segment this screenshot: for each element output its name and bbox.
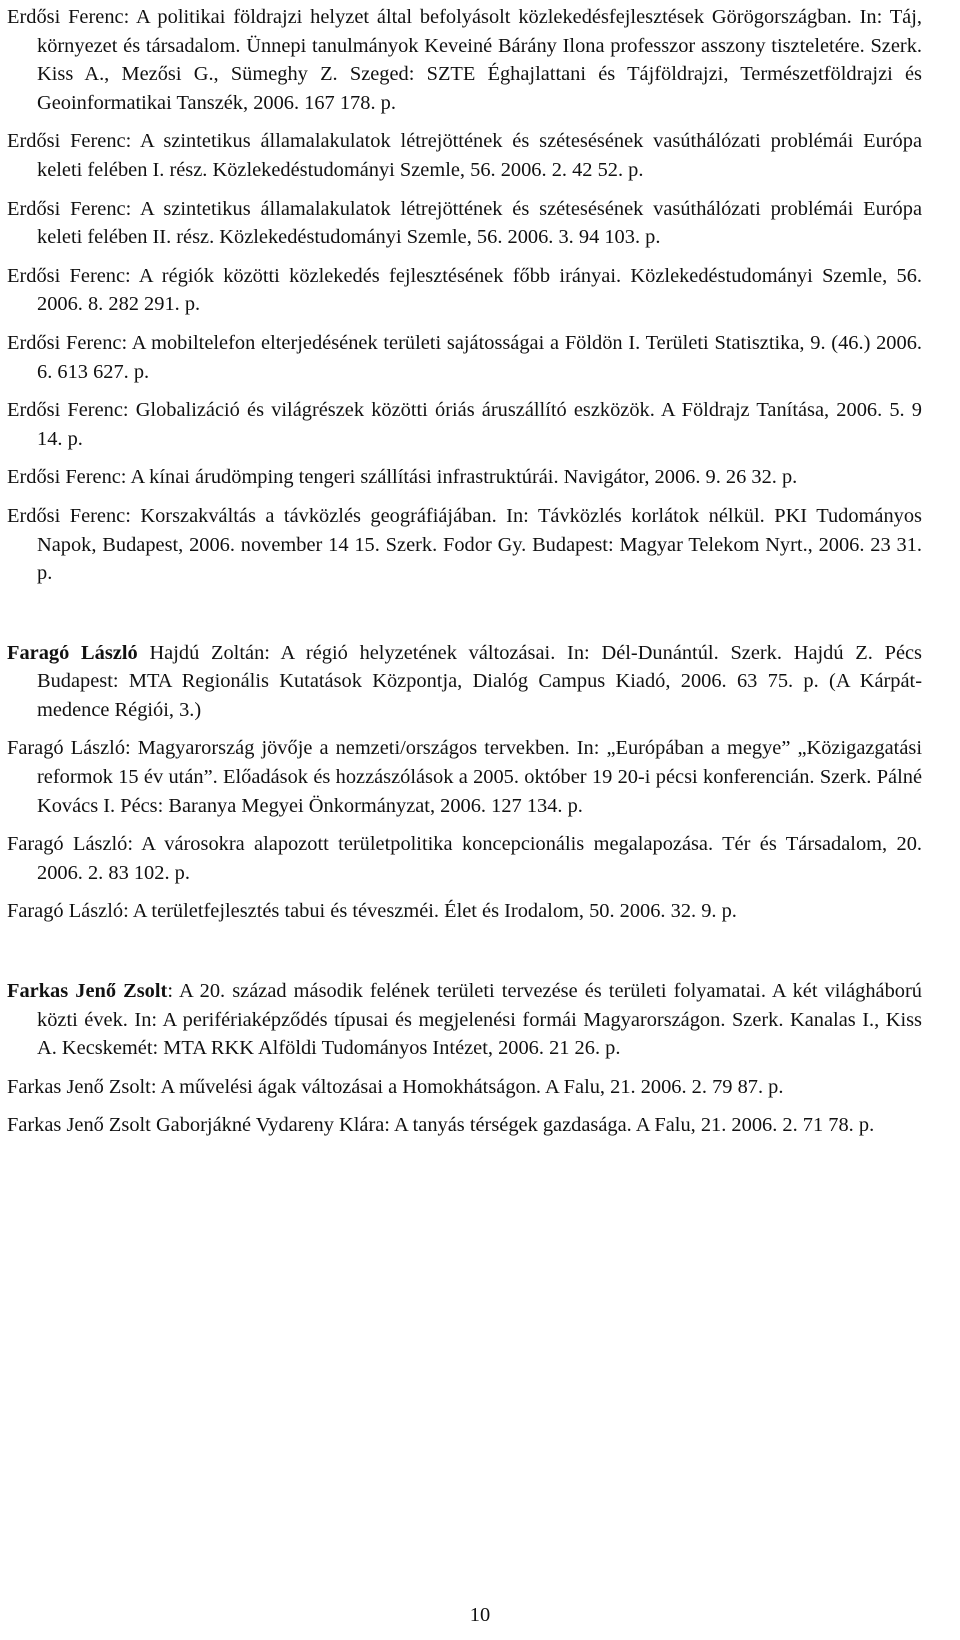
entry-author: Faragó László — [7, 641, 138, 664]
bibliography-entry — [7, 1073, 922, 1102]
bibliography-list — [7, 3, 922, 1150]
bibliography-entry — [7, 897, 922, 926]
bibliography-entry — [7, 830, 922, 887]
entry-text: Farkas Jenő Zsolt Gaborjákné Vydareny Klára: A tanyás térségek gazdasága. A Falu, 21. 2006. 2. 71 78. p. — [7, 1114, 875, 1137]
entry-text: Erdősi Ferenc: Globalizáció és világrészek közötti óriás áruszállító eszközök. A Földrajz Tanítása, 2006. 5. 9 14. p. — [7, 399, 922, 450]
entry-text: Farkas Jenő Zsolt: A művelési ágak változásai a Homokhátságon. A Falu, 21. 2006. 2. 79 87. p. — [7, 1075, 784, 1098]
bibliography-entry — [7, 977, 922, 1063]
entry-text: Hajdú Zoltán: A régió helyzetének változásai. In: Dél-Dunántúl. Szerk. Hajdú Z. Pécs Budapest: MTA Regionális Kutatások Központja, Dialóg Campus Kiadó, 2006. 63 75. p. (A Kárpát-medence Régiói, 3.) — [37, 641, 922, 721]
entry-text: Faragó László: A területfejlesztés tabui és téveszméi. Élet és Irodalom, 50. 2006. 32. 9. p. — [7, 900, 737, 923]
entry-text: Erdősi Ferenc: Korszakváltás a távközlés geográfiájában. In: Távközlés korlátok nélkül. PKI Tudományos Napok, Budapest, 2006. november 14 15. Szerk. Fodor Gy. Budapest: Magyar Telekom Nyrt., 2006. 23 31. p. — [7, 504, 922, 585]
bibliography-entry — [7, 262, 922, 319]
bibliography-entry — [7, 734, 922, 820]
bibliography-entry — [7, 3, 922, 117]
entry-text: Faragó László: Magyarország jövője a nemzeti/országos tervekben. In: „Európában a megye” „Közigazgatási reformok 15 év után”. Előadások és hozzászólások a 2005. október 19 20-i pécsi konferencián. Szerk. Pálné Kovács I. Pécs: Baranya Megyei Önkormányzat, 2006. 127 134. p. — [7, 737, 922, 817]
entry-author: Farkas Jenő Zsolt — [7, 980, 168, 1003]
entry-text: Erdősi Ferenc: A szintetikus államalakulatok létrejöttének és szétesésének vasúthálózati problémái Európa keleti felében I. rész. Közlekedéstudományi Szemle, 56. 2006. 2. 42 52. p. — [7, 130, 922, 181]
entry-text: Faragó László: A városokra alapozott területpolitika koncepcionális megalapozása. Tér és Társadalom, 20. 2006. 2. 83 102. p. — [7, 833, 922, 884]
author-group-gap — [7, 936, 922, 977]
entry-text: Erdősi Ferenc: A régiók közötti közlekedés fejlesztésének főbb irányai. Közlekedéstudományi Szemle, 56. 2006. 8. 282 291. p. — [7, 264, 922, 316]
bibliography-entry — [7, 396, 922, 453]
entry-text: Erdősi Ferenc: A szintetikus államalakulatok létrejöttének és szétesésének vasúthálózati problémái Európa keleti felében II. rész. Közlekedéstudományi Szemle, 56. 2006. 3. 94 103. p. — [7, 197, 922, 249]
bibliography-entry — [7, 502, 922, 588]
bibliography-entry — [7, 127, 922, 184]
bibliography-entry — [7, 329, 922, 386]
entry-text: : A 20. század második felének területi tervezése és területi folyamatai. A két világháború közti évek. In: A perifériaképződés típusai és megjelenési formái Magyarországon. Szerk. Kanalas I., Kiss A. Kecskemét: MTA RKK Alföldi Tudományos Intézet, 2006. 21 26. p. — [37, 980, 922, 1060]
bibliography-entry — [7, 195, 922, 252]
author-group-gap — [7, 598, 922, 639]
entry-text: Erdősi Ferenc: A politikai földrajzi helyzet által befolyásolt közlekedésfejlesztések Görögországban. In: Táj, környezet és társadalom. Ünnepi tanulmányok Keveiné Bárány Ilona professzor asszony tiszteletére. Szerk. Kiss A., Mezősi G., Sümeghy Z. Szeged: SZTE Éghajlattani és Tájföldrajzi, Természetföldrajzi és Geoinformatikai Tanszék, 2006. 167 178. p. — [7, 6, 922, 114]
entry-text: Erdősi Ferenc: A kínai árudömping tengeri szállítási infrastruktúrái. Navigátor, 2006. 9. 26 32. p. — [7, 466, 798, 489]
page-number: 10 — [469, 1604, 491, 1626]
bibliography-entry — [7, 463, 922, 492]
entry-text: Erdősi Ferenc: A mobiltelefon elterjedésének területi sajátosságai a Földön I. Területi Statisztika, 9. (46.) 2006. 6. 613 627. p. — [7, 331, 922, 383]
bibliography-entry — [7, 639, 922, 725]
bibliography-entry — [7, 1111, 922, 1140]
